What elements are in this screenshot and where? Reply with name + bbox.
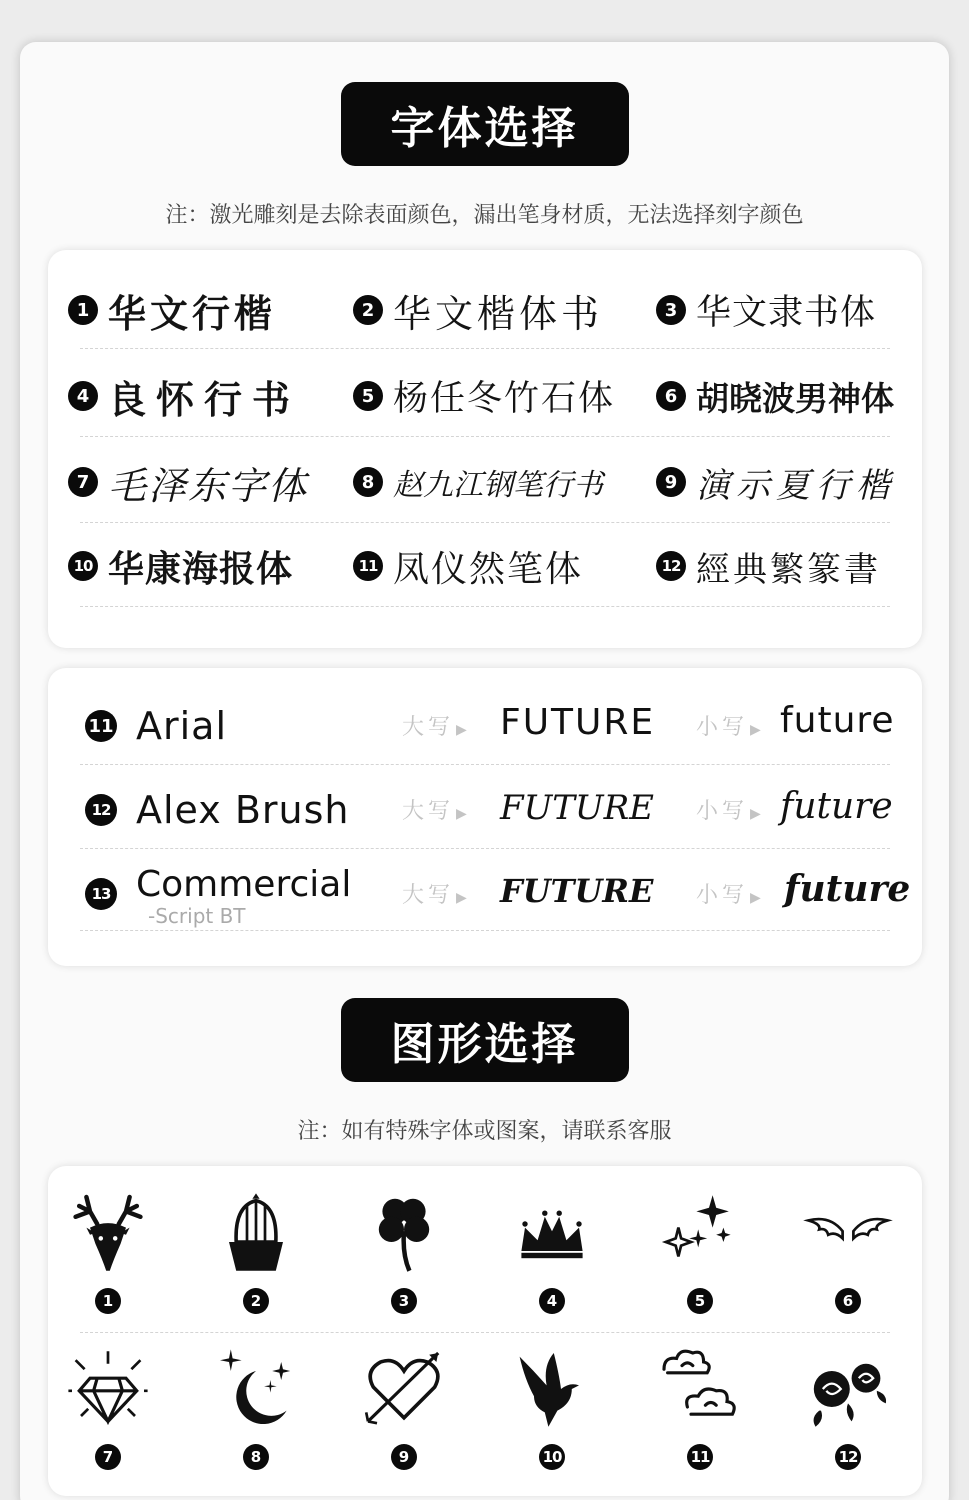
uppercase-hint [402,794,467,825]
number-badge: 1 [68,295,98,325]
number-badge: 12 [85,794,117,826]
crown-icon [507,1188,597,1278]
uppercase-hint [402,710,467,741]
font-name: 經典繁篆書 [696,549,881,590]
shape-section-title: 图形选择 [341,998,629,1082]
font-name: 胡晓波男神体 [696,378,894,418]
lowercase-hint [696,710,761,741]
number-badge: 7 [68,467,98,497]
font-option[interactable] [656,366,894,426]
english-font-row[interactable] [48,770,922,850]
number-badge: 8 [243,1444,269,1470]
number-badge: 5 [353,381,383,411]
lowercase-sample: future [780,700,895,741]
uppercase-hint-label: 大写 [402,715,455,740]
wings-icon [803,1188,893,1278]
shape-option-cactus[interactable] [196,1188,316,1328]
font-option[interactable] [353,280,603,340]
font-name: Commercial [136,864,352,905]
font-option[interactable] [68,280,276,340]
number-badge: 8 [353,467,383,497]
clover-icon [359,1188,449,1278]
uppercase-hint [402,878,467,909]
font-option[interactable] [353,452,603,512]
number-badge: 11 [85,710,117,742]
shapes-card [48,1166,922,1496]
clouds-icon [655,1344,745,1434]
number-badge: 7 [95,1444,121,1470]
shape-option-moon-stars[interactable] [196,1344,316,1484]
lowercase-hint-label: 小写 [696,883,749,908]
shape-option-wings[interactable] [788,1188,908,1328]
font-option[interactable] [656,536,881,596]
number-badge: 10 [68,551,98,581]
deer-icon [63,1188,153,1278]
divider [80,606,890,607]
font-name: 华文行楷 [108,291,277,336]
roses-icon [803,1344,893,1434]
heart-arrow-icon [359,1344,449,1434]
number-badge: 3 [656,295,686,325]
chinese-fonts-card [48,250,922,648]
divider [80,1332,890,1333]
font-name: 赵九江钢笔行书 [393,468,603,503]
cactus-icon [211,1188,301,1278]
diamond-icon [63,1344,153,1434]
shape-option-sparkles[interactable] [640,1188,760,1328]
shape-option-crown[interactable] [492,1188,612,1328]
font-name: 华文隶书体 [696,293,877,333]
lowercase-hint-label: 小写 [696,715,749,740]
number-badge: 6 [656,381,686,411]
number-badge: 4 [68,381,98,411]
font-name: 凤仪然笔体 [393,548,584,590]
number-badge: 11 [687,1444,713,1470]
shape-option-dove[interactable] [492,1344,612,1484]
lowercase-sample: future [784,868,911,910]
moon-stars-icon [211,1344,301,1434]
shape-option-deer[interactable] [48,1188,168,1328]
number-badge: 3 [391,1288,417,1314]
arrow-right-icon: ▶ [750,890,761,906]
number-badge: 1 [95,1288,121,1314]
shape-option-clouds[interactable] [640,1344,760,1484]
font-section-note: 注：激光雕刻是去除表面颜色，漏出笔身材质，无法选择刻字颜色 [165,203,804,228]
font-name: 华文楷体书 [393,291,604,336]
font-option[interactable] [68,366,300,426]
font-option[interactable] [656,452,896,512]
lowercase-sample: future [780,786,893,827]
arrow-right-icon: ▶ [750,722,761,738]
font-name: 毛泽东字体 [108,463,309,508]
font-option[interactable] [656,280,876,340]
number-badge: 2 [353,295,383,325]
font-name: 杨任冬竹石体 [393,379,616,419]
number-badge: 2 [243,1288,269,1314]
shape-option-roses[interactable] [788,1344,908,1484]
number-badge: 12 [656,551,686,581]
lowercase-hint-label: 小写 [696,799,749,824]
font-name: 良怀行书 [108,377,301,422]
arrow-right-icon: ▶ [456,806,467,822]
shape-option-diamond[interactable] [48,1344,168,1484]
font-name: Alex Brush [136,788,350,832]
english-font-row[interactable] [48,854,922,934]
font-option[interactable] [68,536,293,596]
dove-icon [507,1344,597,1434]
lowercase-hint [696,794,761,825]
uppercase-hint-label: 大写 [402,883,455,908]
font-section-title: 字体选择 [341,82,629,166]
uppercase-sample: FUTURE [500,872,654,910]
font-option[interactable] [353,366,615,426]
uppercase-sample: FUTURE [500,702,656,743]
arrow-right-icon: ▶ [456,890,467,906]
number-badge: 9 [656,467,686,497]
shape-option-heart-arrow[interactable] [344,1344,464,1484]
font-name: Arial [136,704,228,748]
font-name-suffix: -Script BT [148,904,246,928]
arrow-right-icon: ▶ [456,722,467,738]
english-font-row[interactable] [48,686,922,766]
shape-option-clover[interactable] [344,1188,464,1328]
english-fonts-card [48,668,922,966]
font-name: 华康海报体 [108,548,294,590]
number-badge: 13 [85,878,117,910]
arrow-right-icon: ▶ [750,806,761,822]
uppercase-sample: FUTURE [500,788,654,828]
font-name: 演示夏行楷 [696,465,896,506]
divider [80,522,890,523]
uppercase-hint-label: 大写 [402,799,455,824]
sparkles-icon [655,1188,745,1278]
lowercase-hint [696,878,761,909]
divider [80,348,890,349]
number-badge: 12 [835,1444,861,1470]
number-badge: 11 [353,551,383,581]
number-badge: 6 [835,1288,861,1314]
font-option[interactable] [68,452,308,512]
font-option[interactable] [353,536,583,596]
number-badge: 4 [539,1288,565,1314]
shape-section-note: 注：如有特殊字体或图案，请联系客服 [297,1119,672,1144]
number-badge: 9 [391,1444,417,1470]
number-badge: 5 [687,1288,713,1314]
divider [80,436,890,437]
number-badge: 10 [539,1444,565,1470]
